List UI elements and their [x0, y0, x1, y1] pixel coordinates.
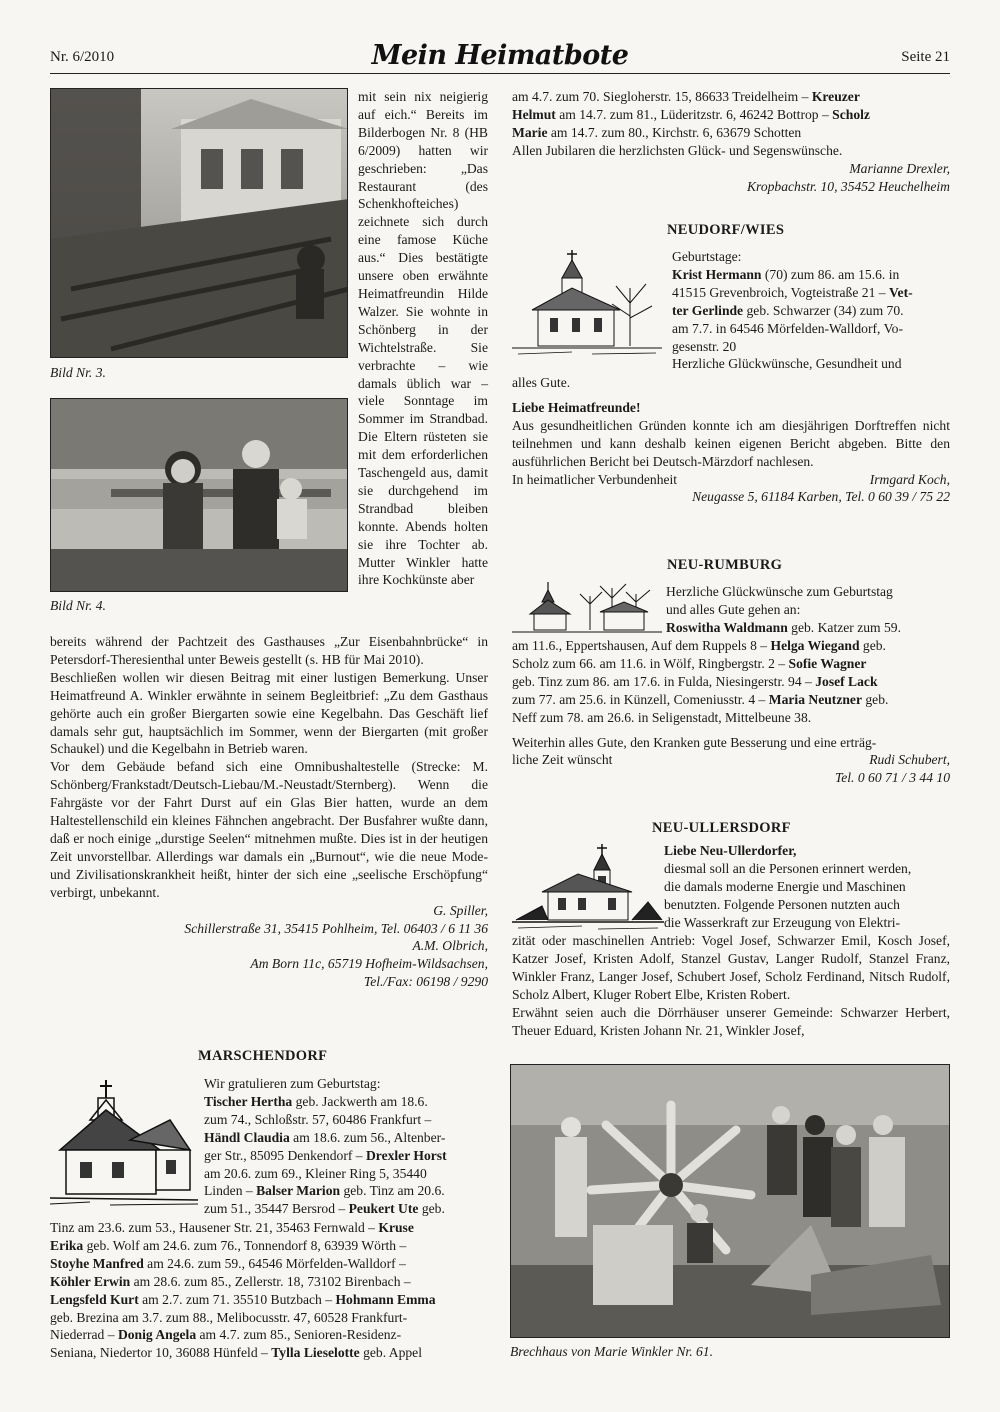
- birthday-intro: Wir gratulieren zum Geburtstag:: [204, 1076, 381, 1091]
- closing-line: In heimatlicher Verbundenheit Irmgard Koch,: [512, 471, 950, 487]
- section-title-neu-rumburg: NEU-RUMBURG: [667, 557, 783, 573]
- letter-body: zität oder maschinellen Antrieb: Vogel Josef, Schwarzer Emil, Kosch Josef, Katzer Josef, Kristen Adolf, Stanzel Gustav, Langer Rudolf, Stanzel Franz, Winkler Franz, Langer Josef, Schubert Josef, Scholz Ferdinand, Nitsch Rudolf, Scholz Albert, Kluger Robert Elbe, Kristen Robert.: [512, 933, 950, 1002]
- birthday-line: Köhler Erwin am 28.6. zum 85., Zellerstr. 18, 73102 Birenbach –: [50, 1273, 411, 1289]
- birthday-line: geb. Brezina am 3.7. zum 88., Melibocusstr. 47, 60528 Frankfurt-: [50, 1309, 408, 1325]
- letter-line: die damals moderne Energie und Maschinen: [664, 878, 906, 894]
- neudorf-birthdays-top: [672, 248, 950, 373]
- birthday-line: Niederrad – Donig Angela am 4.7. zum 85., Senioren-Residenz-: [50, 1327, 402, 1343]
- neudorf-body: [512, 374, 950, 506]
- signature-address: Am Born 11c, 65719 Hofheim-Wildsachsen,: [250, 956, 488, 972]
- greeting: Liebe Neu-Ullerdorfer,: [664, 843, 797, 858]
- birthday-line: Stoyhe Manfred am 24.6. zum 59., 64546 Mörfelden-Walldorf –: [50, 1255, 406, 1271]
- birthday-line: geb. Tinz zum 86. am 17.6. in Fulda, Niesingerstr. 94 – Josef Lack: [512, 673, 878, 689]
- section-title-neu-ullersdorf: NEU-ULLERSDORF: [652, 820, 791, 836]
- narrow-article-text: mit sein nix neigierig auf eich.“ Bereits im Bilderbogen Nr. 8 (HB 6/2009) hatten wir geschrieben: „Das Restaurant (des Schenkhofteiches) zeichnete sich durch eine famose Küche aus.“ Dies bestätigte unsere oben erwähnte Heimatfreundin Hilde Walzer. Sie wohnte in Schönberg in der Wichtelstraße. Sie verbrachte – wie damals üblich war – viele Sonntage im Sommer im Strandbad. Die Eltern rüsteten sie mit dem erforderlichen Taschengeld aus, damit sie durchgehend im Strandbad bleiben konnte. Abends holten sie ihre Tochter ab. Mutter Winkler hatte ihre Kochkünste aber: [358, 89, 488, 588]
- article-paragraph: Beschließen wollen wir diesen Beitrag mit einer lustigen Bemerkung. Unser Heimatfreund A. Winkler erwähnte in seinem Begleitbrief: „Zu dem Gasthaus gehörte auch ein großer Biergarten sowie eine Kegelbahn. Das Geschäft lief damals sehr gut, hauptsächlich im Sommer, wenn der Biergarten (mit großer Schaukel) und die Kegelbahn in Betrieb waren.: [50, 669, 488, 757]
- birthday-line: zum 77. am 25.6. in Künzell, Comeniusstr. 4 – Maria Neutzner geb.: [512, 691, 889, 707]
- birthday-line: Erika geb. Wolf am 24.6. zum 76., Tonnendorf 8, 63939 Wörth –: [50, 1237, 407, 1253]
- neu-ullersdorf-body: [512, 932, 950, 1039]
- birthday-line: Marie am 14.7. zum 80., Kirchstr. 6, 63679 Schotten: [512, 124, 802, 140]
- photo-brechhaus: [510, 1064, 950, 1338]
- neu-rumburg-body: [512, 637, 950, 787]
- marschendorf-birthdays-bottom: [50, 1219, 488, 1362]
- birthday-continuation: [512, 88, 950, 195]
- neu-rumburg-intro: [666, 583, 950, 637]
- birthday-line: ter Gerlinde geb. Schwarzer (34) zum 70.: [672, 302, 904, 318]
- church-sketch-neudorf: [512, 248, 662, 360]
- birthday-line: Helmut am 14.7. zum 81., Lüderitzstr. 6, 46242 Bottrop – Scholz: [512, 106, 870, 122]
- birthday-line: am 4.7. zum 70. Siegloherstr. 15, 86633 Treidelheim – Kreuzer: [512, 89, 860, 104]
- village-sketch-neu-rumburg: [512, 578, 662, 638]
- birthday-line: Linden – Balser Marion geb. Tinz am 20.6.: [204, 1183, 445, 1199]
- letter-line: benutzten. Folgende Personen nutzten auch: [664, 896, 900, 912]
- photo-bild-3-caption: Bild Nr. 3.: [50, 365, 106, 380]
- signature-name: A.M. Olbrich,: [412, 938, 488, 954]
- birthday-line: Seniana, Niedertor 10, 36088 Hünfeld – Tylla Lieselotte geb. Appel: [50, 1345, 422, 1361]
- page-header: [50, 34, 950, 74]
- birthday-line: Tinz am 23.6. zum 53., Hausener Str. 21, 35463 Fernwald – Kruse: [50, 1220, 414, 1235]
- birthday-line: Roswitha Waldmann geb. Katzer zum 59.: [666, 619, 902, 635]
- greeting-line: und alles Gute gehen an:: [666, 601, 801, 617]
- church-sketch-marschendorf: [50, 1070, 198, 1210]
- birthday-line: zum 51., 35447 Bersrod – Peukert Ute geb.: [204, 1201, 445, 1217]
- page-number: Seite 21: [901, 49, 950, 65]
- signature-name: G. Spiller,: [433, 902, 488, 918]
- birthday-line: alles Gute.: [512, 375, 571, 390]
- wishes-line: liche Zeit wünscht Rudi Schubert,: [512, 752, 950, 768]
- birthday-line: zum 74., Schloßstr. 57, 60486 Frankfurt –: [204, 1111, 432, 1127]
- letter-line: diesmal soll an die Personen erinnert werden,: [664, 860, 912, 876]
- masthead-title: Mein Heimatbote: [371, 40, 629, 71]
- birthday-line: Herzliche Glückwünsche, Gesundheit und: [672, 356, 902, 372]
- article-paragraph: Vor dem Gebäude befand sich eine Omnibushaltestelle (Strecke: M. Schönberg/Frankstadt/Deutsch-Liebau/M.-Neustadt/Sternberg). Wenn die Fahrgäste vor der Fahrt Durst auf ein Glas Bier hatten, wurde an dem Haltestellenschild ein kleines Fähnchen angebracht. Der Busfahrer wußte dann, daß er noch einige „durstige Seelen“ mitnehmen mußte. Dies ist in der heutigen Zeit unvorstellbar. Allerdings war damals ein „Burnout“, wie die neue Mode- und Zivilisationskrankheit heißt, hinter der sich eine „seelische Erschöpfung“ verbirgt, unbekannt.: [50, 759, 488, 900]
- birthday-line: ger Str., 85095 Denkendorf – Drexler Horst: [204, 1147, 447, 1163]
- birthday-line: am 11.6., Eppertshausen, Auf dem Ruppels 8 – Helga Wiegand geb.: [512, 638, 886, 653]
- photo-bild-4: [50, 398, 348, 592]
- birthday-line: Scholz zum 66. am 11.6. in Wölf, Ringbergstr. 2 – Sofie Wagner: [512, 655, 867, 671]
- article-continuation: [50, 633, 488, 991]
- photo-bild-3-image: [51, 89, 348, 358]
- birthday-line: Lengsfeld Kurt am 2.7. zum 71. 35510 Butzbach – Hohmann Emma: [50, 1291, 436, 1307]
- signature-phone: Tel. 0 60 71 / 3 44 10: [834, 770, 950, 786]
- photo-bild-3: [50, 88, 348, 358]
- birthday-line: 41515 Grevenbroich, Vogteistraße 21 – Vet-: [672, 284, 913, 300]
- article-paragraph: bereits während der Pachtzeit des Gasthauses „Zur Eisenbahnbrücke“ in Petersdorf-Theresienthal unter Beweis gestellt (s. HB für Mai 2010).: [50, 634, 488, 667]
- birthday-line: Tischer Hertha geb. Jackwerth am 18.6.: [204, 1093, 428, 1109]
- birthday-line: am 7.7. in 64546 Mörfelden-Walldorf, Vo-: [672, 320, 903, 336]
- signature-address: Kropbachstr. 10, 35452 Heuchelheim: [746, 178, 950, 194]
- birthday-line: am 20.6. zum 69., Kleiner Ring 5, 35440: [204, 1165, 427, 1181]
- section-title-neudorf-wies: NEUDORF/WIES: [667, 222, 785, 238]
- birthday-line: gesenstr. 20: [672, 338, 737, 354]
- section-title-marschendorf: MARSCHENDORF: [198, 1048, 328, 1064]
- signature-address: Schillerstraße 31, 35415 Pohlheim, Tel. 06403 / 6 11 36: [184, 920, 488, 936]
- birthday-line: Neff zum 78. am 26.6. in Seligenstadt, Mittelbeune 38.: [512, 709, 812, 725]
- greeting: Liebe Heimatfreunde!: [512, 399, 641, 415]
- wishes-line: Weiterhin alles Gute, den Kranken gute Besserung und eine erträg-: [512, 734, 877, 750]
- letter-body: Erwähnt seien auch die Dörrhäuser unserer Gemeinde: Schwarzer Herbert, Theuer Eduard, Kristen Johann Nr. 21, Winkler Josef,: [512, 1004, 950, 1038]
- letter-line: die Wasserkraft zur Erzeugung von Elektri-: [664, 914, 901, 930]
- signature-name: Marianne Drexler,: [849, 160, 950, 176]
- birthday-line: Krist Hermann (70) zum 86. am 15.6. in: [672, 266, 900, 282]
- congratulations-line: Allen Jubilaren die herzlichsten Glück- und Segenswünsche.: [512, 142, 843, 158]
- neu-ullersdorf-intro: [664, 842, 950, 932]
- photo-bild-4-caption: Bild Nr. 4.: [50, 598, 106, 613]
- letter-body: Aus gesundheitlichen Gründen konnte ich am diesjährigen Dorftreffen nicht teilnehmen und kann deshalb keinen eigenen Bericht abgeben. Bitte den ausführlichen Bericht bei Deutsch-Märzdorf nachlesen.: [512, 417, 950, 469]
- signature-phone: Tel./Fax: 06198 / 9290: [363, 974, 488, 990]
- photo-brechhaus-caption: Brechhaus von Marie Winkler Nr. 61.: [510, 1344, 713, 1359]
- photo-brechhaus-image: [511, 1065, 950, 1338]
- marschendorf-birthdays-top: [204, 1075, 488, 1218]
- church-sketch-neu-ullersdorf: [512, 842, 664, 934]
- photo-bild-4-image: [51, 399, 348, 592]
- greeting-line: Herzliche Glückwünsche zum Geburtstag: [666, 584, 893, 599]
- birthday-intro: Geburtstage:: [672, 249, 742, 264]
- birthday-line: Händl Claudia am 18.6. zum 56., Altenber-: [204, 1129, 446, 1145]
- signature-address: Neugasse 5, 61184 Karben, Tel. 0 60 39 / 75 22: [692, 489, 950, 505]
- issue-number: Nr. 6/2010: [50, 49, 115, 65]
